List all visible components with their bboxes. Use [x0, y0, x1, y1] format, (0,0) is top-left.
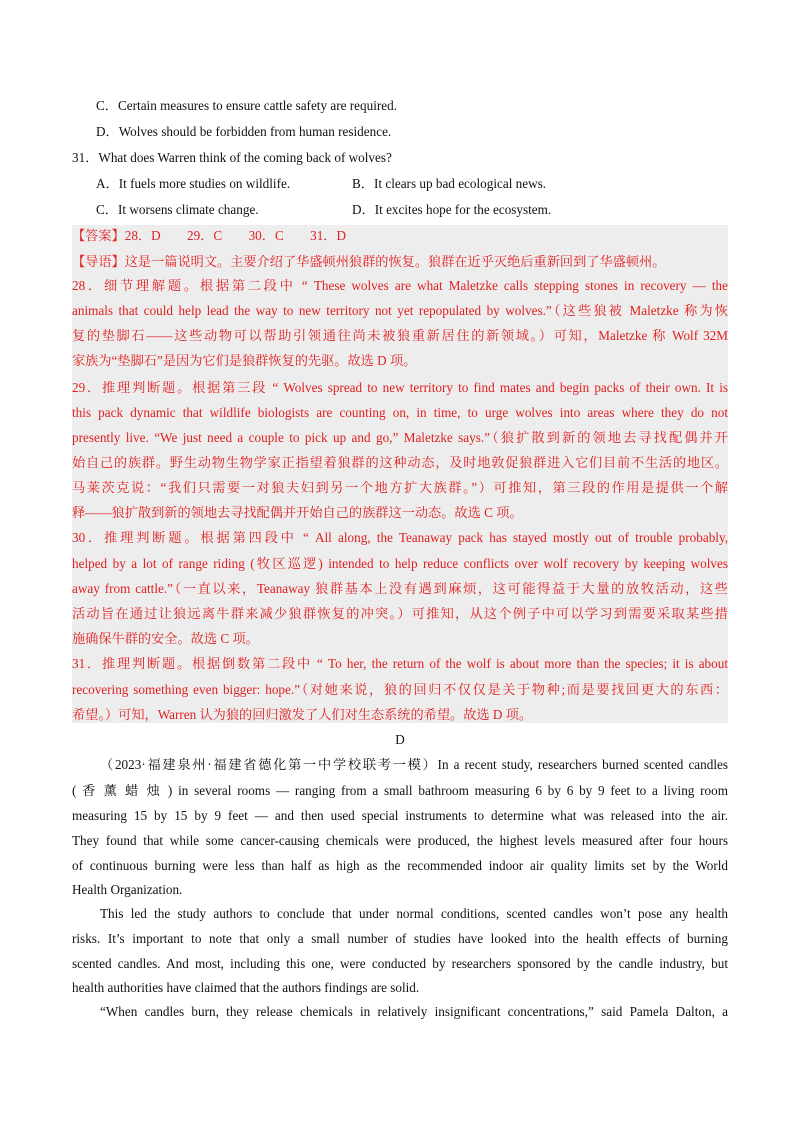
- passage-d-p1-line: ( 香 薰 蜡 烛 ) in several rooms — ranging from a small bathroom measuring 6 by 6 by 9 feet to a living room: [72, 783, 728, 798]
- guide-line: 【导语】这是一篇说明文。主要介绍了华盛顿州狼群的恢复。狼群在近乎灭绝后重新回到了华盛顿州。: [72, 254, 666, 269]
- explanation-31-line: 希望。）可知，Warren 认为狼的回归激发了人们对生态系统的希望。故选 D 项。: [72, 707, 533, 722]
- passage-d-p1-line: measuring 15 by 15 by 9 feet — and then used special instruments to determine what was released into the air.: [72, 808, 728, 823]
- explanation-29-line: presently live. “We just need a couple to pick up and go,” Maletzke says.”（狼扩散到新的领地去寻找配偶并开: [72, 430, 728, 445]
- explanation-29-line: 释——狼扩散到新的领地去寻找配偶并开始自己的族群这一动态。故选 C 项。: [72, 505, 523, 520]
- passage-d-p2-line: scented candles. And most, including this one, were conducted by researchers sponsored by the candle industry, but: [72, 956, 728, 971]
- explanation-29-line: 马莱茨克说：“我们只需要一对狼夫妇到另一个地方扩大族群。”）可推知，第三段的作用是提供一个解: [72, 480, 728, 495]
- explanation-29-line: 始自己的族群。野生动物生物学家正指望着狼群的这种动态，及时地敦促狼群进入它们目前不生活的地区。: [72, 455, 728, 470]
- explanation-28-line: 家族为“垫脚石”是因为它们是狼群恢复的先驱。故选 D 项。: [72, 353, 417, 368]
- explanation-29-line: this pack dynamic that wildlife biologists are counting on, in time, to urge wolves into areas where they do not: [72, 405, 728, 420]
- passage-d-p2-line: risks. It’s important to note that only a small number of studies have looked into the health effects of burning: [72, 931, 728, 946]
- answer-highlight-block: [72, 225, 728, 723]
- explanation-30-line: 施确保牛群的安全。故选 C 项。: [72, 631, 259, 646]
- explanation-28-line: animals that could help lead the way to new territory not yet repopulated by wolves.”（这些狼被 Maletzke 称为恢: [72, 303, 728, 318]
- explanation-28-line: 复的垫脚石——这些动物可以帮助引领通往尚未被狼重新居住的新领域。）可知，Maletzke 称 Wolf 32M: [72, 328, 728, 343]
- passage-d-p1-line: Health Organization.: [72, 882, 183, 897]
- passage-d-p1-line: They found that while some cancer-causing chemicals were produced, the highest levels measured after four hours: [72, 833, 728, 848]
- explanation-30-line: 活动旨在通过让狼远离牛群来减少狼群恢复的冲突。）可推知，从这个例子中可以学习到需要采取某些措: [72, 606, 728, 621]
- passage-d-p2-line: This led the study authors to conclude that under normal conditions, scented candles won’t pose any health: [100, 906, 728, 921]
- q30-option-d: D．Wolves should be forbidden from human residence.: [96, 124, 392, 139]
- explanation-31-line: recovering something even bigger: hope.”（对她来说，狼的回归不仅仅是关于物种;而是要找回更大的东西：: [72, 682, 728, 697]
- passage-d-p1-line: of continuous burning were less than half as high as the recommended indoor air quality limits set by the World: [72, 858, 728, 873]
- q31-option-a: A．It fuels more studies on wildlife.: [96, 176, 291, 191]
- passage-d-p1-line: （2023·福建泉州·福建省德化第一中学校联考一模）In a recent study, researchers burned scented candles: [100, 757, 728, 772]
- explanation-30-line: 30．推理判断题。根据第四段中 “ All along, the Teanaway pack has stayed mostly out of trouble probably,: [72, 530, 728, 545]
- passage-d-p3-line: “When candles burn, they release chemicals in relatively insignificant concentrations,” said Pamela Dalton, a: [100, 1004, 728, 1019]
- explanation-29-line: 29．推理判断题。根据第三段 “ Wolves spread to new territory to find mates and begin packs of their own. It is: [72, 380, 728, 395]
- q31-option-b: B．It clears up bad ecological news.: [352, 176, 547, 191]
- explanation-30-line: away from cattle.”（一直以来，Teanaway 狼群基本上没有遇到麻烦，这可能得益于大量的放牧活动，这些: [72, 581, 728, 596]
- q31-option-c: C．It worsens climate change.: [96, 202, 259, 217]
- explanation-31-line: 31．推理判断题。根据倒数第二段中 “ To her, the return of the wolf is about more than the species; it is about: [72, 656, 728, 671]
- passage-d-p2-line: health authorities have claimed that the authors findings are solid.: [72, 980, 420, 995]
- passage-d-heading: D: [395, 732, 405, 747]
- explanation-28-line: 28．细节理解题。根据第二段中 “ These wolves are what Maletzke calls stepping stones in recovery — the: [72, 278, 728, 293]
- q31-option-d: D．It excites hope for the ecosystem.: [352, 202, 552, 217]
- explanation-30-line: helped by a lot of range riding (牧区巡逻) intended to help reduce conflicts over wolf recovery by keeping wolves: [72, 556, 728, 571]
- q30-option-c: C．Certain measures to ensure cattle safety are required.: [96, 98, 397, 113]
- q31-stem: 31．What does Warren think of the coming back of wolves?: [72, 150, 392, 165]
- answer-line: 【答案】28．D 29．C 30．C 31．D: [72, 228, 347, 243]
